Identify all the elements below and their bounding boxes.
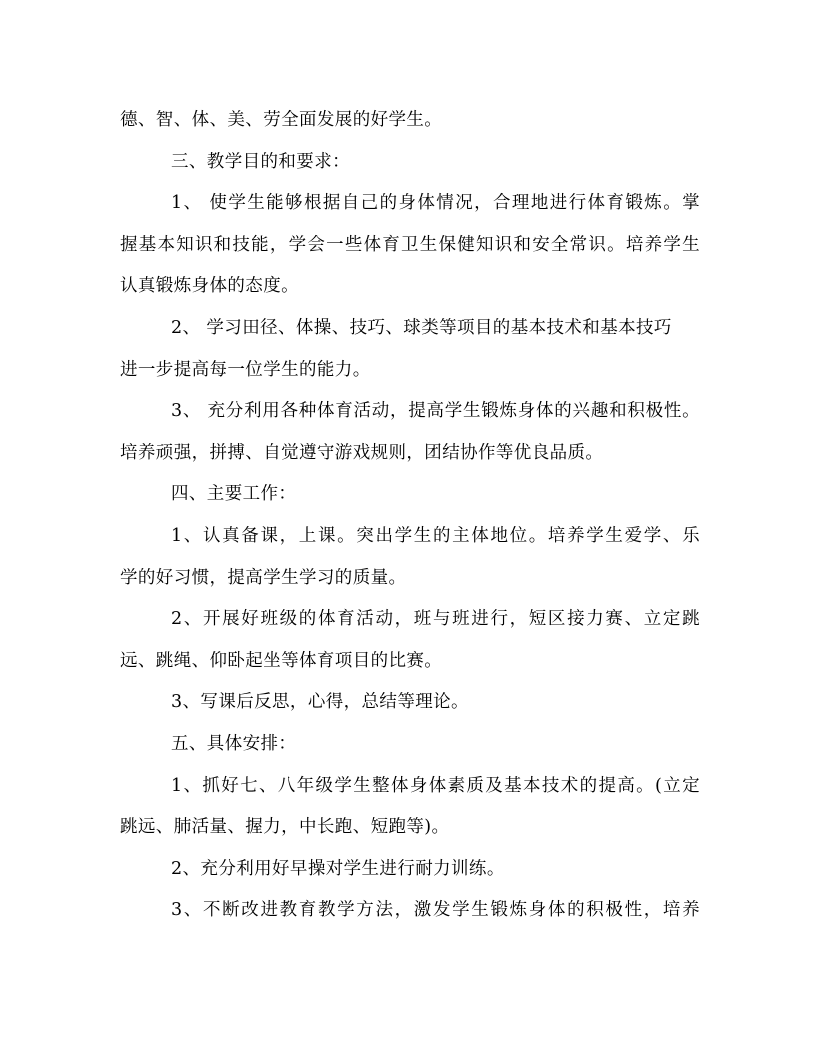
text-line: 学的好习惯，提高学生学习的质量。 [120, 567, 407, 588]
document-body [120, 100, 700, 932]
text-line: 2、开展好班级的体育活动，班与班进行，短区接力赛、立定跳 [171, 609, 700, 630]
text-line: 培养顽强，拼搏、自觉遵守游戏规则，团结协作等优良品质。 [120, 442, 604, 463]
section-heading: 三、教学目的和要求： [171, 151, 350, 172]
text-line: 握基本知识和技能，学会一些体育卫生保健知识和安全常识。培养学生 [120, 234, 700, 255]
text-line: 进一步提高每一位学生的能力。 [120, 359, 371, 380]
text-line: 2、充分利用好早操对学生进行耐力训练。 [171, 858, 505, 879]
text-line: 3、不断改进教育教学方法，激发学生锻炼身体的积极性，培养 [171, 900, 700, 921]
section-heading: 五、具体安排： [171, 733, 297, 754]
text-line: 3、写课后反思，心得，总结等理论。 [171, 692, 469, 713]
text-line: 1、 使学生能够根据自己的身体情况，合理地进行体育锻炼。掌 [171, 193, 700, 214]
text-line: 德、智、体、美、劳全面发展的好学生。 [120, 110, 443, 130]
text-line: 2、 学习田径、体操、技巧、球类等项目的基本技术和基本技巧 [171, 317, 672, 338]
section-heading: 四、主要工作： [171, 484, 297, 505]
text-line: 1、抓好七、八年级学生整体身体素质及基本技术的提高。(立定 [171, 775, 700, 796]
text-line: 跳远、肺活量、握力，中长跑、短跑等)。 [120, 817, 450, 838]
text-line: 3、 充分利用各种体育活动，提高学生锻炼身体的兴趣和积极性。 [171, 401, 700, 422]
text-line: 1、认真备课，上课。突出学生的主体地位。培养学生爱学、乐 [171, 525, 700, 546]
text-line: 认真锻炼身体的态度。 [120, 276, 299, 297]
text-line: 远、跳绳、仰卧起坐等体育项目的比赛。 [120, 650, 443, 671]
